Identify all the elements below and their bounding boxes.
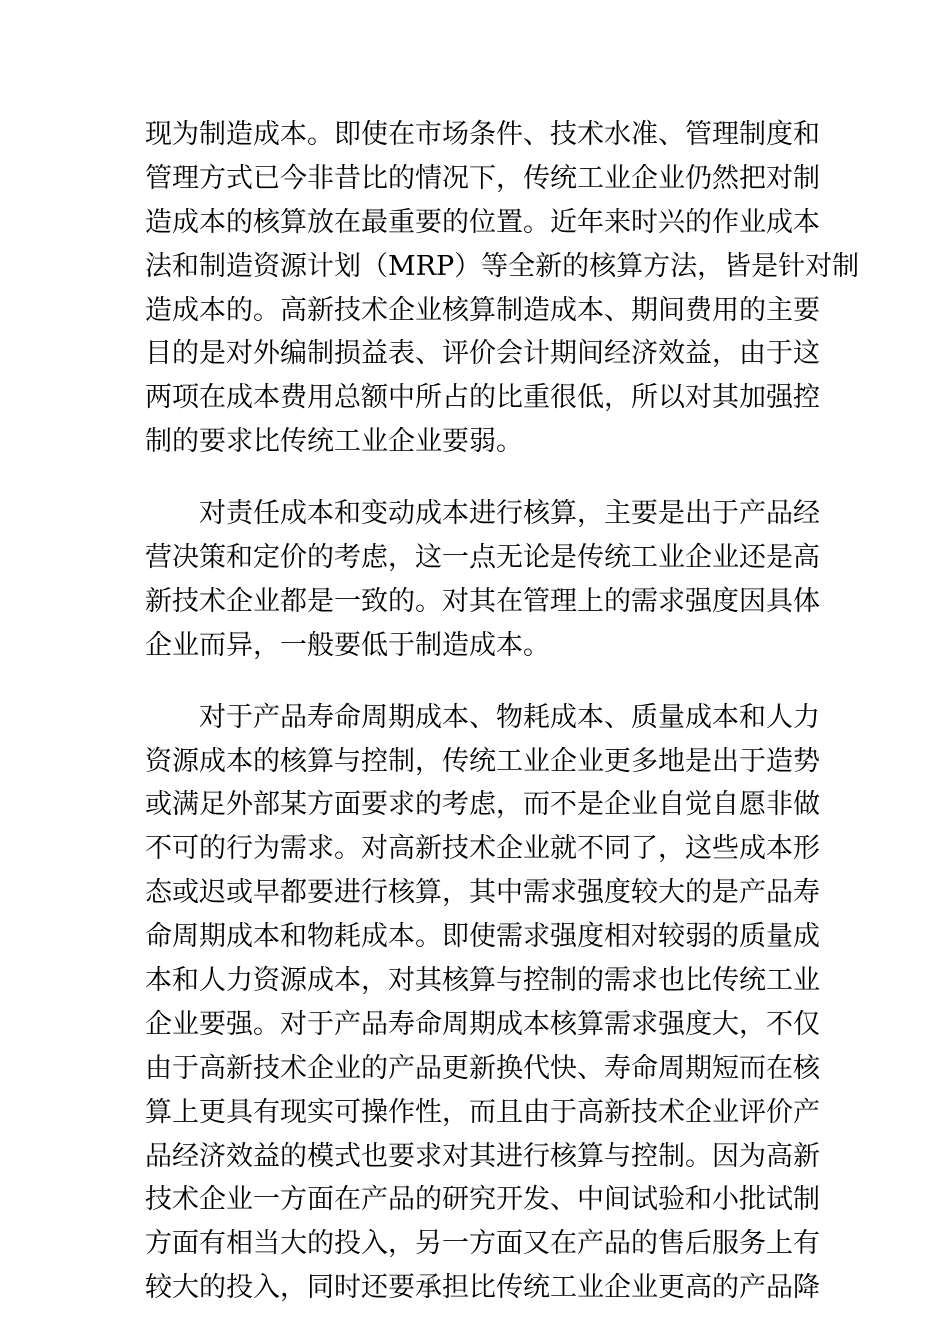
text-line: 企业而异，一般要低于制造成本。 bbox=[145, 629, 550, 661]
paragraph-spacer bbox=[145, 668, 805, 696]
text-line: 本和人力资源成本，对其核算与控制的需求也比传统工业 bbox=[145, 965, 820, 997]
text-line: 品经济效益的模式也要求对其进行核算与控制。因为高新 bbox=[145, 1140, 820, 1172]
text-line: 态或迟或早都要进行核算，其中需求强度较大的是产品寿 bbox=[145, 877, 820, 909]
text-line: 管理方式已今非昔比的情况下，传统工业企业仍然把对制 bbox=[145, 162, 820, 194]
text-line: 方面有相当大的投入，另一方面又在产品的售后服务上有 bbox=[145, 1228, 820, 1260]
text-line: 对于产品寿命周期成本、物耗成本、质量成本和人力 bbox=[145, 701, 820, 733]
text-line: 技术企业一方面在产品的研究开发、中间试验和小批试制 bbox=[145, 1184, 820, 1216]
text-line: 制的要求比传统工业企业要弱。 bbox=[145, 426, 523, 458]
text-line: 算上更具有现实可操作性，而且由于高新技术企业评价产 bbox=[145, 1096, 820, 1128]
text-line: 由于高新技术企业的产品更新换代快、寿命周期短而在核 bbox=[145, 1052, 820, 1084]
text-line: 企业要强。对于产品寿命周期成本核算需求强度大，不仅 bbox=[145, 1008, 820, 1040]
text-line: 营决策和定价的考虑，这一点无论是传统工业企业还是高 bbox=[145, 542, 820, 574]
text-line: 或满足外部某方面要求的考虑，而不是企业自觉自愿非做 bbox=[145, 789, 820, 821]
text-line: 对责任成本和变动成本进行核算，主要是出于产品经 bbox=[145, 498, 820, 530]
text-line: 资源成本的核算与控制，传统工业企业更多地是出于造势 bbox=[145, 745, 820, 777]
paragraph-spacer bbox=[145, 464, 805, 492]
text-line: 新技术企业都是一致的。对其在管理上的需求强度因具体 bbox=[145, 585, 820, 617]
text-line: 现为制造成本。即使在市场条件、技术水准、管理制度和 bbox=[145, 119, 820, 150]
paragraph-2 bbox=[145, 492, 820, 668]
text-line: 较大的投入，同时还要承担比传统工业企业更高的产品降 bbox=[145, 1272, 820, 1304]
paragraph-3 bbox=[145, 696, 820, 1310]
document-body bbox=[145, 113, 860, 1310]
text-line: 造成本的核算放在最重要的位置。近年来时兴的作业成本 bbox=[145, 206, 820, 238]
text-line: 两项在成本费用总额中所占的比重很低，所以对其加强控 bbox=[145, 382, 820, 414]
text-line: 命周期成本和物耗成本。即使需求强度相对较弱的质量成 bbox=[145, 921, 820, 953]
text-line: 目的是对外编制损益表、评价会计期间经济效益，由于这 bbox=[145, 338, 820, 370]
paragraph-1 bbox=[145, 113, 860, 464]
text-line: 造成本的。高新技术企业核算制造成本、期间费用的主要 bbox=[145, 294, 820, 326]
text-line: 法和制造资源计划（MRP）等全新的核算方法，皆是针对制 bbox=[145, 250, 860, 282]
text-line: 不可的行为需求。对高新技术企业就不同了，这些成本形 bbox=[145, 833, 820, 865]
